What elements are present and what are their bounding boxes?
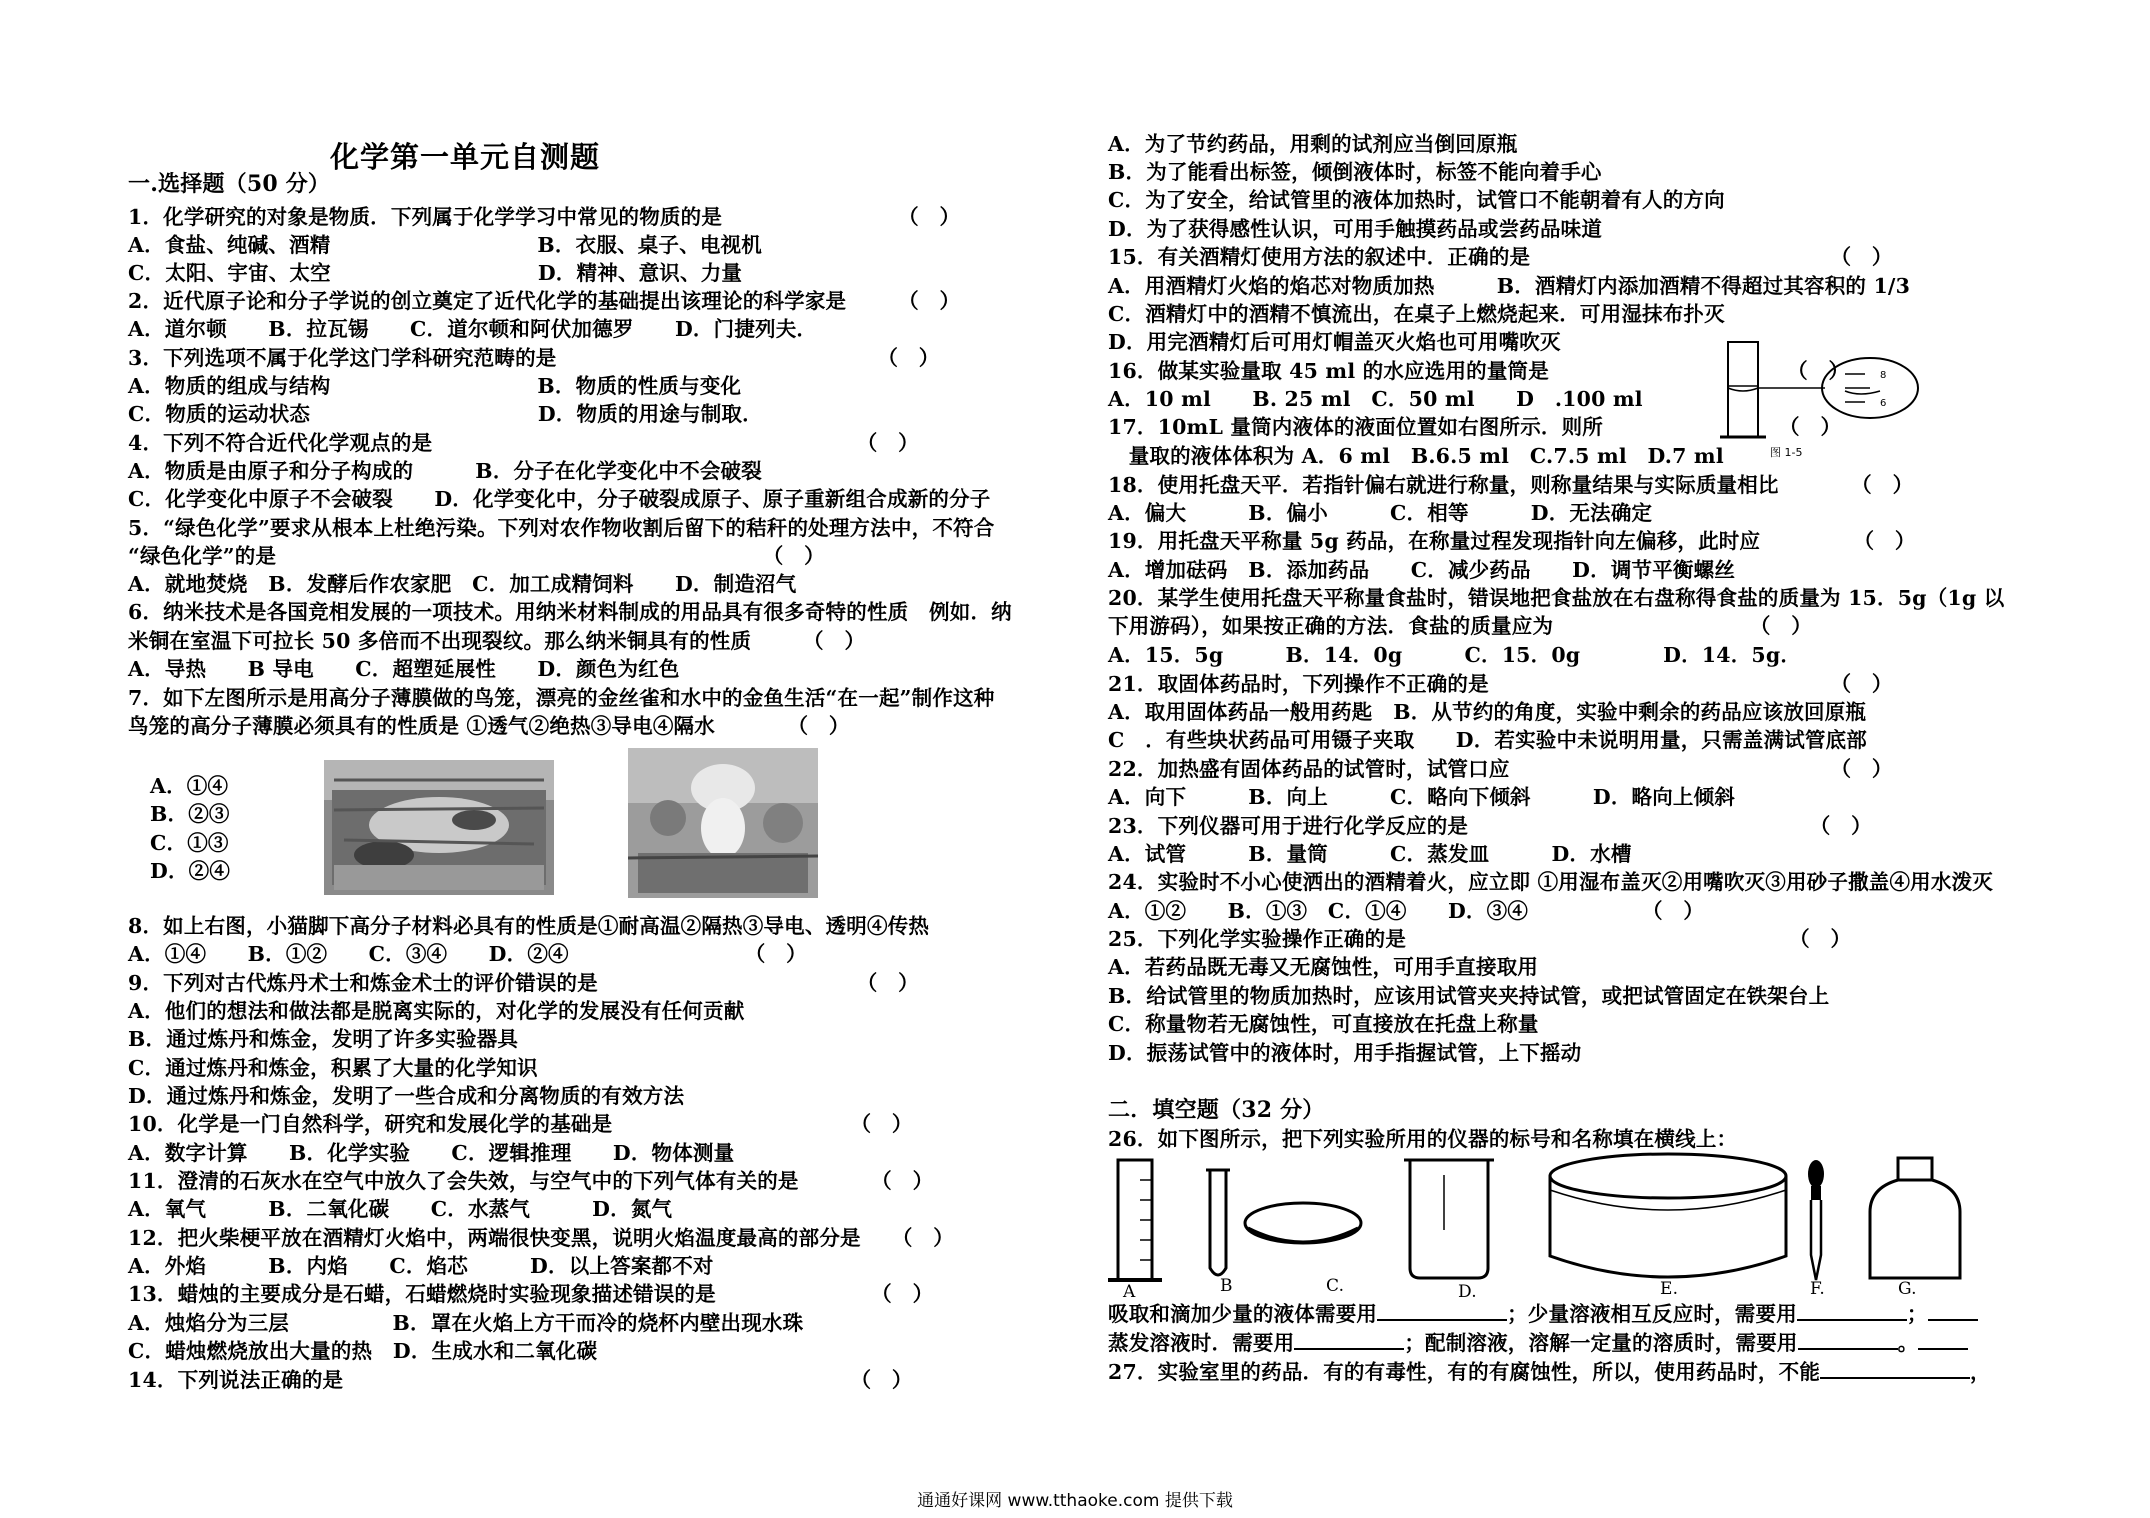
question-line: A．为了节约药品，用剩的试剂应当倒回原瓶 xyxy=(1108,132,1518,156)
fill-line-q26-2: 蒸发溶液时．需要用 ；配制溶液，溶解一定量的溶质时，需要用 。 xyxy=(1108,1329,1968,1357)
question-line: A．向下 B．向上 C．略向下倾斜 D．略向上倾斜 xyxy=(1108,785,1736,809)
question-line: A．取用固体药品一般用药匙 B．从节约的角度，实验中剩余的药品应该放回原瓶 xyxy=(1108,700,1867,724)
question-line: A．导热 B 导电 C．超塑延展性 D．颜色为红色 xyxy=(128,657,680,681)
apparatus-label: G. xyxy=(1898,1279,1917,1299)
question-line: A．外焰 B．内焰 C．焰芯 D．以上答案都不对 xyxy=(128,1254,714,1278)
question-line: 19．用托盘天平称量 5g 药品，在称量过程发现指针向左偏移，此时应 （ ） xyxy=(1108,529,1916,553)
question-line: A．道尔顿 B．拉瓦锡 C．道尔顿和阿伏加德罗 D．门捷列夫． xyxy=(128,317,818,341)
question-line: 21．取固体药品时，下列操作不正确的是 （ ） xyxy=(1108,672,1893,696)
question-line: 4．下列不符合近代化学观点的是 （ ） xyxy=(128,431,919,455)
question-line: A．烛焰分为三层 B．罩在火焰上方干而冷的烧杯内壁出现水珠 xyxy=(128,1311,804,1335)
question-line: 17．10mL 量筒内液体的液面位置如右图所示．则所 （ ） xyxy=(1108,415,1842,439)
q7-option: B．②③ xyxy=(150,802,230,826)
question-line: D．通过炼丹和炼金，发明了一些合成和分离物质的有效方法 xyxy=(128,1084,685,1108)
question-line: 16．做某实验量取 45 ml 的水应选用的量筒是 （ ） xyxy=(1108,359,1850,383)
question-line: C．通过炼丹和炼金，积累了大量的化学知识 xyxy=(128,1056,538,1080)
answer-blank[interactable] xyxy=(1820,1359,1970,1379)
question-line: 13．蜡烛的主要成分是石蜡，石蜡燃烧时实验现象描述错误的是 （ ） xyxy=(128,1282,934,1306)
svg-text:8: 8 xyxy=(1880,370,1887,381)
section-heading-choice: 一.选择题（50 分） xyxy=(128,171,331,197)
question-line: 米铜在室温下可拉长 50 多倍而不出现裂纹。那么纳米铜具有的性质 （ ） xyxy=(128,629,866,653)
cylinder-reading-figure xyxy=(1720,336,1950,461)
dropper-icon xyxy=(1808,1160,1824,1280)
answer-blank[interactable] xyxy=(1918,1330,1968,1350)
question-line: A．15．5g B．14．0g C．15．0g D．14．5g． xyxy=(1108,643,1802,667)
apparatus-label: D. xyxy=(1458,1282,1477,1302)
apparatus-label: E. xyxy=(1660,1279,1679,1299)
question-line: C．蜡烛燃烧放出大量的热 D．生成水和二氧化碳 xyxy=(128,1339,598,1363)
question-line: A．增加砝码 B．添加药品 C．减少药品 D．调节平衡螺丝 xyxy=(1108,558,1736,582)
water-trough-icon xyxy=(1550,1154,1786,1277)
question-line: 15．有关酒精灯使用方法的叙述中．正确的是 （ ） xyxy=(1108,245,1893,269)
apparatus-label: C. xyxy=(1326,1276,1345,1296)
test-tube-icon xyxy=(1206,1170,1230,1275)
answer-blank[interactable] xyxy=(1798,1330,1898,1350)
question-line: 下用游码），如果按正确的方法．食盐的质量应为 （ ） xyxy=(1108,614,1812,638)
question-line: C ．有些块状药品可用镊子夹取 D．若实验中未说明用量，只需盖满试管底部 xyxy=(1108,728,1867,752)
question-line: A．①④ B．①② C．③④ D．②④ （ ） xyxy=(128,942,807,966)
question-line: 25．下列化学实验操作正确的是 （ ） xyxy=(1108,927,1852,951)
evaporating-dish-icon xyxy=(1245,1203,1361,1243)
question-line: D．振荡试管中的液体时，用手指握试管，上下摇动 xyxy=(1108,1041,1582,1065)
answer-blank[interactable] xyxy=(1377,1301,1507,1321)
question-line: A．食盐、纯碱、酒精 B．衣服、桌子、电视机 xyxy=(128,233,762,257)
question-line: 14．下列说法正确的是 （ ） xyxy=(128,1368,913,1392)
question-line: 10．化学是一门自然科学，研究和发展化学的基础是 （ ） xyxy=(128,1112,913,1136)
question-line: 3．下列选项不属于化学这门学科研究范畴的是 （ ） xyxy=(128,346,940,370)
question-line: 24．实验时不小心使洒出的酒精着火，应立即 ①用湿布盖灭②用嘴吹灭③用砂子撒盖④用水泼灭 xyxy=(1108,870,1993,894)
q7-option: A．①④ xyxy=(150,774,229,798)
graduated-cylinder-icon xyxy=(1108,1160,1162,1280)
question-line: 2．近代原子论和分子学说的创立奠定了近代化学的基础提出该理论的科学家是 （ ） xyxy=(128,289,961,313)
question-line: 23．下列仪器可用于进行化学反应的是 （ ） xyxy=(1108,814,1872,838)
question-line: C．为了安全，给试管里的液体加热时，试管口不能朝着有人的方向 xyxy=(1108,188,1725,212)
question-line: 20．某学生使用托盘天平称量食盐时，错误地把食盐放在右盘称得食盐的质量为 15．5g（1g 以 xyxy=(1108,586,2005,610)
section-heading-fill: 二．填空题（32 分） xyxy=(1108,1097,1325,1123)
reagent-bottle-icon xyxy=(1870,1158,1960,1278)
answer-blank[interactable] xyxy=(1797,1301,1907,1321)
question-line: A．用酒精灯火焰的焰芯对物质加热 B．酒精灯内添加酒精不得超过其容积的 1/3 xyxy=(1108,274,1911,298)
q7-option: C．①③ xyxy=(150,831,229,855)
question-line: C．称量物若无腐蚀性，可直接放在托盘上称量 xyxy=(1108,1012,1539,1036)
question-line: A．他们的想法和做法都是脱离实际的，对化学的发展没有任何贡献 xyxy=(128,999,745,1023)
question-line: A．偏大 B．偏小 C．相等 D．无法确定 xyxy=(1108,501,1653,525)
question-line: 鸟笼的高分子薄膜必须具有的性质是 ①透气②绝热③导电④隔水 （ ） xyxy=(128,714,850,738)
page-title: 化学第一单元自测题 xyxy=(330,140,601,174)
q7-option: D．②④ xyxy=(150,859,231,883)
question-line: 22．加热盛有固体药品的试管时，试管口应 （ ） xyxy=(1108,757,1893,781)
question-line: C．化学变化中原子不会破裂 D．化学变化中，分子破裂成原子、原子重新组合成新的分子 xyxy=(128,487,991,511)
fill-line-q27: 27．实验室里的药品．有的有毒性，有的有腐蚀性，所以，使用药品时，不能 ， xyxy=(1108,1360,1991,1384)
question-line: 11．澄清的石灰水在空气中放久了会失效，与空气中的下列气体有关的是 （ ） xyxy=(128,1169,934,1193)
question-line: 12．把火柴梗平放在酒精灯火焰中，两端很快变黑，说明火焰温度最高的部分是 （ ） xyxy=(128,1226,954,1250)
question-line: A．数字计算 B．化学实验 C．逻辑推理 D．物体测量 xyxy=(128,1141,735,1165)
question-line: 26．如下图所示，把下列实验所用的仪器的标号和名称填在横线上： xyxy=(1108,1127,1738,1151)
question-line: 5．“绿色化学”要求从根本上杜绝污染。下列对农作物收割后留下的秸秆的处理方法中，不符合 xyxy=(128,516,995,540)
question-line: B．为了能看出标签，倾倒液体时，标签不能向着手心 xyxy=(1108,160,1602,184)
question-line: A．若药品既无毒又无腐蚀性，可用手直接取用 xyxy=(1108,955,1539,979)
answer-blank[interactable] xyxy=(1928,1301,1978,1321)
question-line: A．就地焚烧 B．发酵后作农家肥 C．加工成精饲料 D．制造沼气 xyxy=(128,572,797,596)
question-line: B．通过炼丹和炼金，发明了许多实验器具 xyxy=(128,1027,519,1051)
question-line: 量取的液体体积为 A．6 ml B.6.5 ml C.7.5 ml D.7 ml xyxy=(1108,444,1724,468)
question-line: D．为了获得感性认识，可用手触摸药品或尝药品味道 xyxy=(1108,217,1603,241)
question-line: A．氧气 B．二氧化碳 C．水蒸气 D．氮气 xyxy=(128,1197,673,1221)
question-line: 1．化学研究的对象是物质．下列属于化学学习中常见的物质的是 （ ） xyxy=(128,205,961,229)
figure-caption: 图 1-5 xyxy=(1770,446,1803,459)
question-line: A．10 ml B. 25 ml C．50 ml D .100 ml xyxy=(1108,387,1643,411)
apparatus-label: B xyxy=(1220,1276,1233,1296)
page-footer: 通通好课网 www.tthaoke.com 提供下载 xyxy=(917,1491,1233,1511)
question-line: “绿色化学”的是 （ ） xyxy=(128,544,825,568)
question-line: C．物质的运动状态 D．物质的用途与制取． xyxy=(128,402,763,426)
apparatus-label: F. xyxy=(1810,1279,1825,1299)
question-line: 18．使用托盘天平．若指针偏右就进行称量，则称量结果与实际质量相比 （ ） xyxy=(1108,473,1914,497)
fill-line-q26-1: 吸取和滴加少量的液体需要用 ；少量溶液相互反应时，需要用 ； xyxy=(1108,1300,1978,1328)
svg-text:6: 6 xyxy=(1880,398,1887,409)
cat-on-film-photo xyxy=(628,748,818,898)
apparatus-label: A xyxy=(1123,1282,1136,1302)
question-line: A．试管 B．量筒 C．蒸发皿 D．水槽 xyxy=(1108,842,1632,866)
question-line: A．物质的组成与结构 B．物质的性质与变化 xyxy=(128,374,742,398)
question-line: 7．如下左图所示是用高分子薄膜做的鸟笼，漂亮的金丝雀和水中的金鱼生活“在一起”制作这种 xyxy=(128,686,995,710)
beaker-icon xyxy=(1404,1160,1494,1278)
answer-blank[interactable] xyxy=(1294,1330,1404,1350)
question-line: C．太阳、宇宙、太空 D．精神、意识、力量 xyxy=(128,261,743,285)
question-line: A．物质是由原子和分子构成的 B．分子在化学变化中不会破裂 xyxy=(128,459,762,483)
question-line: 8．如上右图，小猫脚下高分子材料必具有的性质是①耐高温②隔热③导电、透明④传热 xyxy=(128,914,930,938)
birdcage-photo xyxy=(324,760,554,895)
question-line: 6．纳米技术是各国竞相发展的一项技术。用纳米材料制成的用品具有很多奇特的性质 例如．纳 xyxy=(128,600,1012,624)
question-line: D．用完酒精灯后可用灯帽盖灭火焰也可用嘴吹灭 xyxy=(1108,330,1561,354)
question-line: A．①② B．①③ C．①④ D．③④ （ ） xyxy=(1108,899,1705,923)
question-line: C．酒精灯中的酒精不慎流出，在桌子上燃烧起来．可用湿抹布扑灭 xyxy=(1108,302,1725,326)
question-line: 9．下列对古代炼丹术士和炼金术士的评价错误的是 （ ） xyxy=(128,971,919,995)
question-line: B．给试管里的物质加热时，应该用试管夹夹持试管，或把试管固定在铁架台上 xyxy=(1108,984,1830,1008)
